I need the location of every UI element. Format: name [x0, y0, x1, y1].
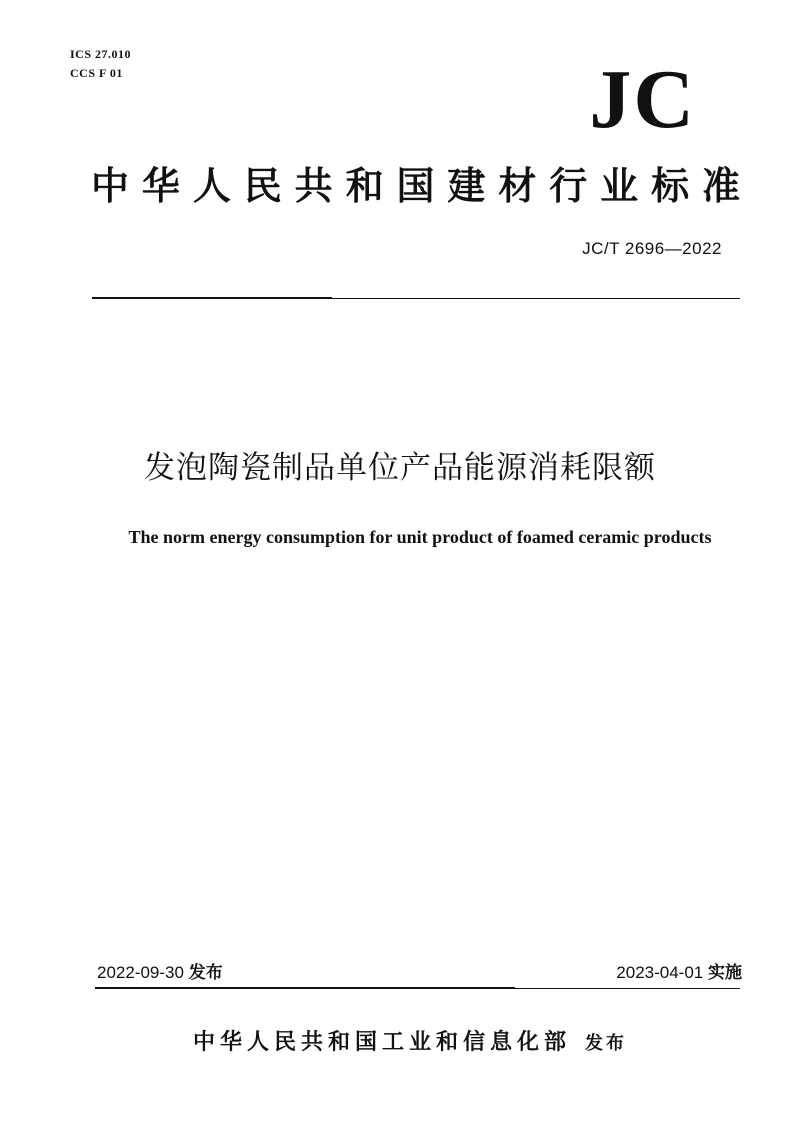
industry-standard-title: 中华人民共和国建材行业标准 — [91, 164, 743, 208]
ccs-code: CCS F 01 — [70, 66, 123, 80]
document-title-english: The norm energy consumption for unit product of foamed ceramic products — [128, 527, 712, 547]
publisher-name: 中华人民共和国工业和信息化部 — [193, 1030, 572, 1055]
issue-date: 2022-09-30 — [97, 963, 184, 982]
bottom-divider-thick — [95, 987, 515, 989]
document-title-chinese: 发泡陶瓷制品单位产品能源消耗限额 — [144, 450, 656, 486]
jc-standard-mark: JC — [589, 53, 696, 146]
bottom-divider-thin — [515, 988, 740, 989]
implement-date-line — [616, 962, 742, 984]
publisher-action: 发布 — [585, 1033, 628, 1054]
top-divider-thick — [92, 297, 332, 299]
implement-label: 实施 — [708, 963, 742, 983]
top-divider-thin — [332, 298, 740, 299]
ics-code: ICS 27.010 — [70, 47, 132, 61]
issue-label: 发布 — [188, 963, 223, 983]
issue-date-line — [97, 962, 223, 984]
implement-date: 2023-04-01 — [616, 963, 704, 982]
standard-number: JC/T 2696—2022 — [582, 239, 722, 258]
publisher-line — [193, 1028, 627, 1059]
